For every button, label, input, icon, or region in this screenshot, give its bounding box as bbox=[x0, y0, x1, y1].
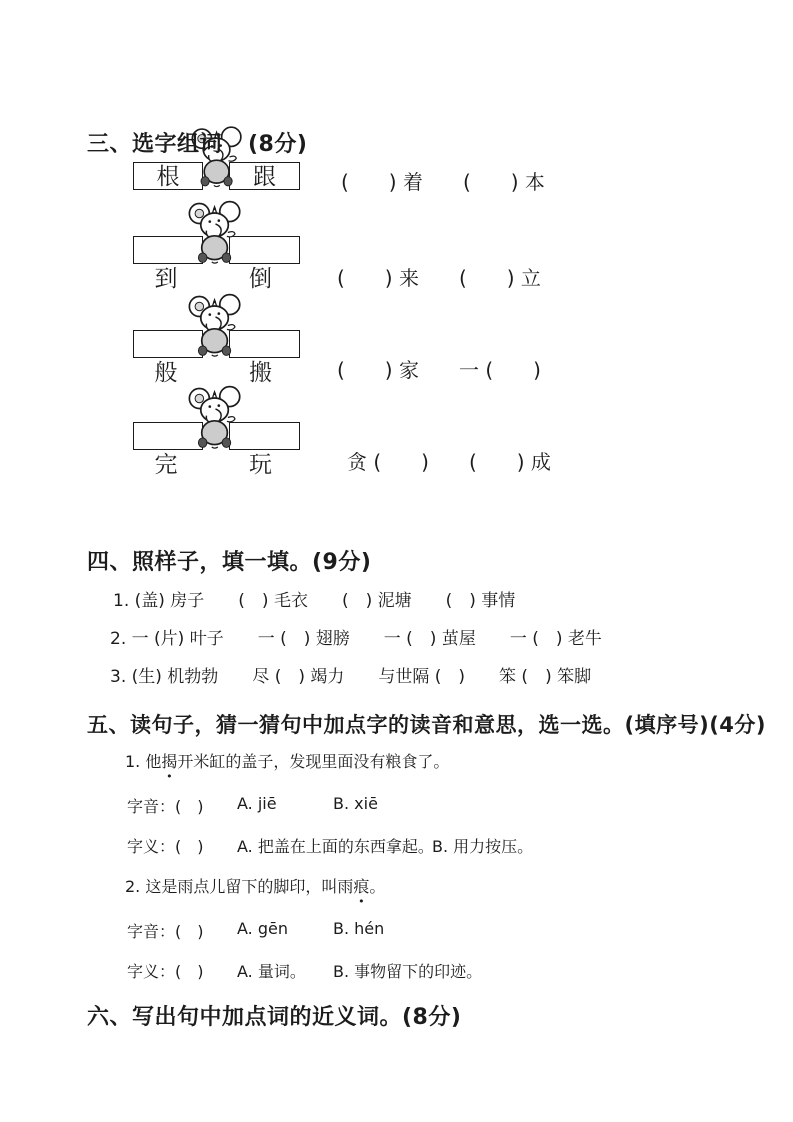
choice-char: 跟 bbox=[253, 164, 276, 190]
pronunciation-option-b: B. xiē bbox=[333, 794, 378, 813]
word-blanks: ( ) 来 ( ) 立 bbox=[337, 266, 541, 290]
pronunciation-label: 字音：( ) bbox=[127, 797, 204, 816]
word-blanks: ( ) 家 一 ( ) bbox=[337, 358, 541, 382]
meaning-option-b: B. 用力按压。 bbox=[432, 837, 534, 856]
meaning-label: 字义：( ) bbox=[127, 837, 204, 856]
pronunciation-option-b: B. hén bbox=[333, 919, 385, 938]
choice-char: 搬 bbox=[249, 360, 272, 386]
pronunciation-label: 字音：( ) bbox=[127, 922, 204, 941]
section6-title: 六、写出句中加点词的近义词。(8分) bbox=[87, 1005, 462, 1030]
mouse-mascot-illustration bbox=[187, 200, 244, 265]
meaning-option-a: A. 把盖在上面的东西拿起。 bbox=[237, 837, 434, 856]
mouse-mascot-illustration bbox=[187, 293, 244, 358]
dotted-char: 痕 bbox=[353, 877, 370, 896]
meaning-option-b: B. 事物留下的印迹。 bbox=[333, 962, 483, 981]
sentence-prefix: 1. 他 bbox=[125, 752, 162, 771]
section3-title: 三、选字组词 bbox=[87, 132, 223, 157]
word-blanks: ( ) 着 ( ) 本 bbox=[341, 170, 545, 194]
section4-title: 四、照样子，填一填。(9分) bbox=[87, 550, 372, 575]
meaning-option-a: A. 量词。 bbox=[237, 962, 306, 981]
pronunciation-option-a: A. gēn bbox=[237, 919, 288, 938]
sentence-suffix: 开米缸的盖子，发现里面没有粮食了。 bbox=[177, 752, 450, 771]
fill-item: 1. (盖) 房子 ( ) 毛衣 ( ) 泥塘 ( ) 事情 bbox=[113, 591, 516, 611]
dotted-char: 揭 bbox=[161, 752, 178, 771]
sentence bbox=[125, 874, 385, 897]
section3-score: (8分) bbox=[248, 132, 308, 157]
meaning-label: 字义：( ) bbox=[127, 962, 204, 981]
sentence bbox=[125, 749, 449, 772]
choice-char: 般 bbox=[154, 360, 178, 386]
mouse-mascot-illustration bbox=[187, 385, 244, 450]
sentence-prefix: 2. 这是雨点儿留下的脚印，叫雨 bbox=[125, 877, 354, 896]
section5-title: 五、读句子，猜一猜句中加点字的读音和意思，选一选。(填序号)(4分) bbox=[87, 713, 766, 737]
pronunciation-option-a: A. jiē bbox=[237, 794, 277, 813]
choice-char: 倒 bbox=[249, 266, 272, 292]
choice-char: 根 bbox=[156, 164, 180, 190]
choice-char: 完 bbox=[154, 452, 178, 478]
choice-char: 到 bbox=[154, 266, 178, 292]
fill-item: 2. 一 (片) 叶子 一 ( ) 翅膀 一 ( ) 茧屋 一 ( ) 老牛 bbox=[110, 629, 602, 649]
sentence-suffix: 。 bbox=[369, 877, 386, 896]
word-blanks: 贪 ( ) ( ) 成 bbox=[347, 450, 551, 474]
choice-char: 玩 bbox=[249, 452, 272, 478]
fill-item: 3. (生) 机勃勃 尽 ( ) 竭力 与世隔 ( ) 笨 ( ) 笨脚 bbox=[110, 667, 592, 687]
